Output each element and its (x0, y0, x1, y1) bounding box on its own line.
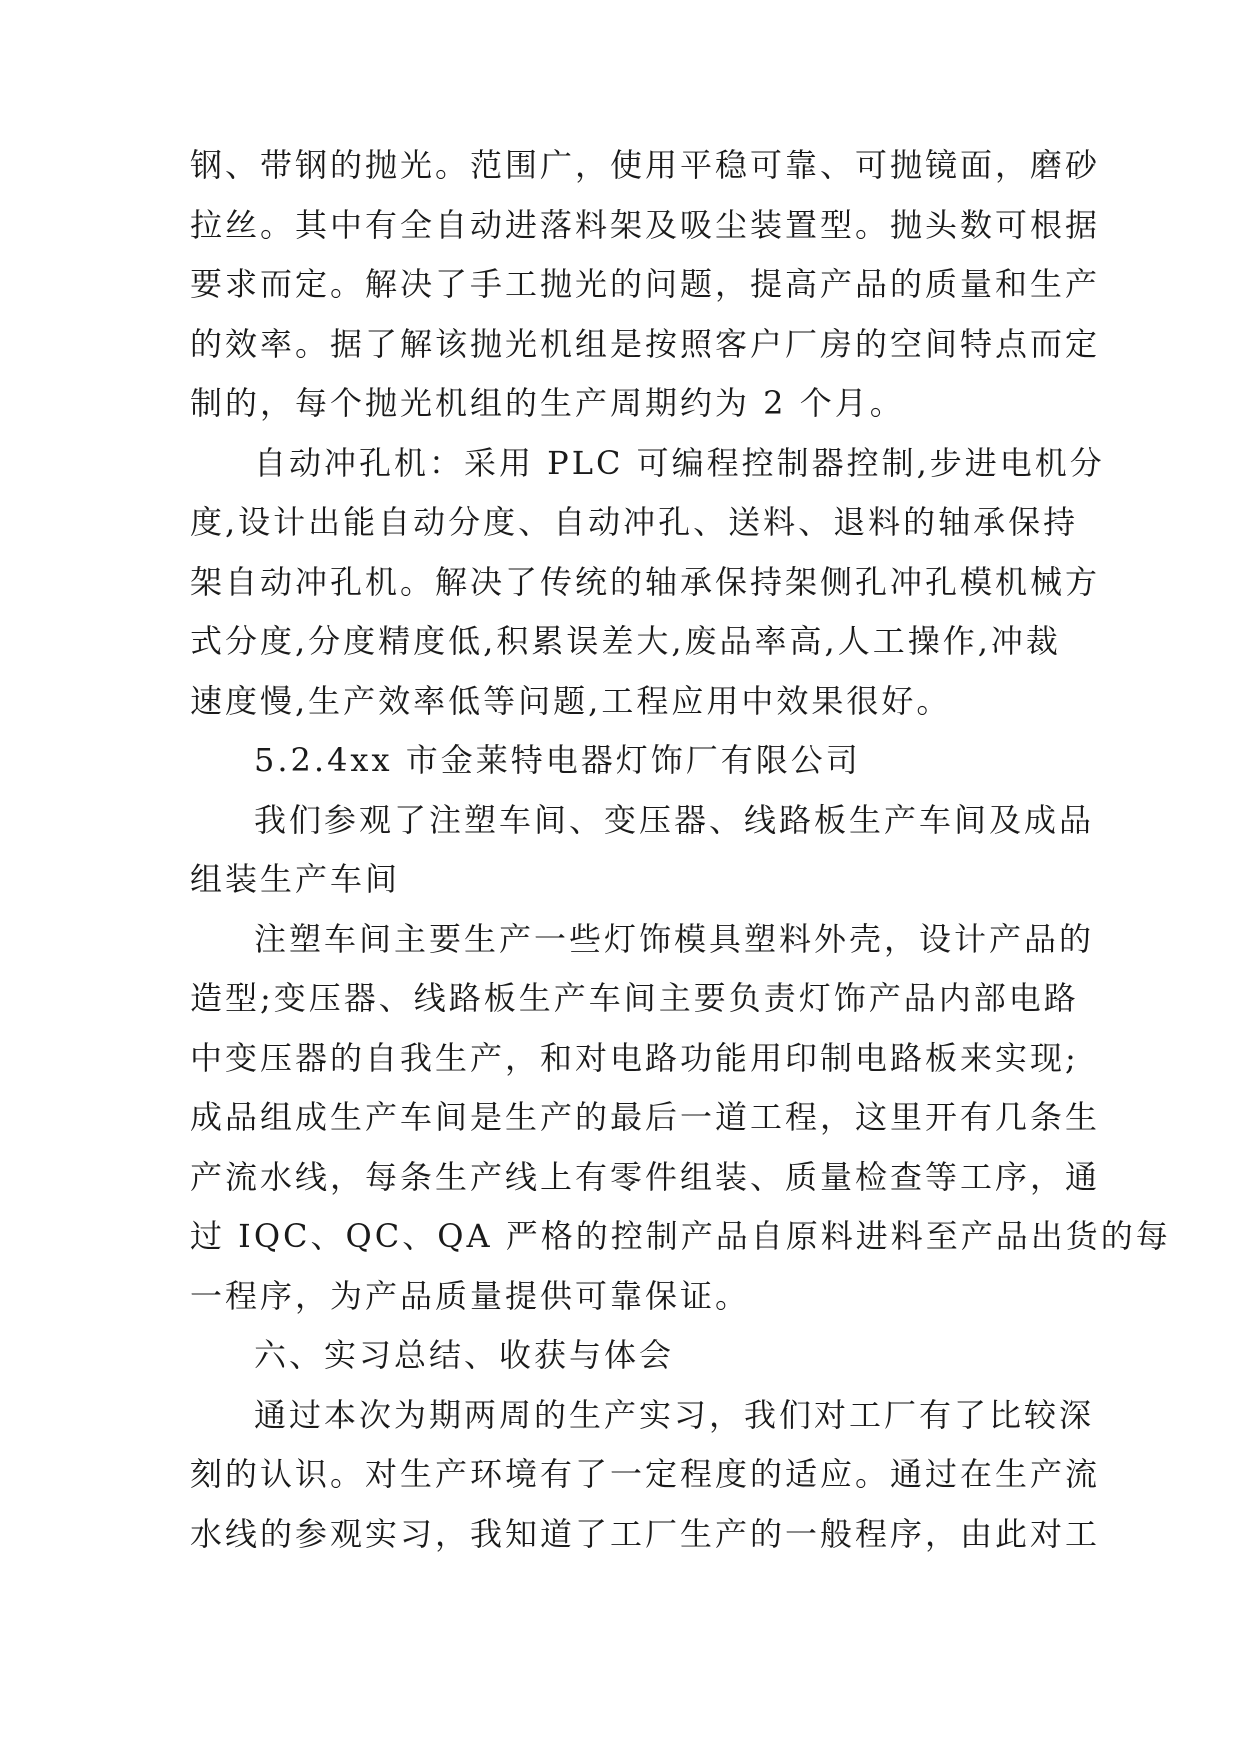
text-line: 自动冲孔机：采用 PLC 可编程控制器控制,步进电机分 (254, 443, 1105, 482)
text-line: 制的，每个抛光机组的生产周期约为 2 个月。 (190, 384, 905, 422)
text-line: 成品组成生产车间是生产的最后一道工程，这里开有几条生 (190, 1098, 1101, 1136)
text-line: 组装生产车间 (190, 860, 401, 898)
text-line: 度,设计出能自动分度、自动冲孔、送料、退料的轴承保持 (190, 503, 1079, 541)
document-body (190, 136, 1171, 1564)
text-line: 刻的认识。对生产环境有了一定程度的适应。通过在生产流 (190, 1455, 1101, 1493)
text-line: 钢、带钢的抛光。范围广，使用平稳可靠、可抛镜面，磨砂 (190, 146, 1101, 184)
text-line: 过 IQC、QC、QA 严格的控制产品自原料进料至产品出货的每 (190, 1217, 1171, 1255)
text-line: 要求而定。解决了手工抛光的问题，提高产品的质量和生产 (190, 265, 1101, 303)
text-line: 水线的参观实习，我知道了工厂生产的一般程序，由此对工 (190, 1514, 1101, 1553)
section-heading: 5.2.4xx 市金莱特电器灯饰厂有限公司 (254, 741, 861, 779)
text-line: 式分度,分度精度低,积累误差大,废品率高,人工操作,冲裁 (190, 622, 1061, 660)
section-heading: 六、实习总结、收获与体会 (254, 1336, 675, 1374)
text-line: 产流水线，每条生产线上有零件组装、质量检查等工序，通 (190, 1157, 1101, 1196)
text-line: 速度慢,生产效率低等问题,工程应用中效果很好。 (190, 681, 952, 720)
text-line: 造型;变压器、线路板生产车间主要负责灯饰产品内部电路 (190, 979, 1079, 1017)
text-line: 架自动冲孔机。解决了传统的轴承保持架侧孔冲孔模机械方 (190, 562, 1101, 601)
text-line: 注塑车间主要生产一些灯饰模具塑料外壳，设计产品的 (254, 919, 1095, 958)
text-line: 一程序，为产品质量提供可靠保证。 (190, 1276, 751, 1315)
text-line: 我们参观了注塑车间、变压器、线路板生产车间及成品 (254, 800, 1095, 839)
text-line: 通过本次为期两周的生产实习，我们对工厂有了比较深 (254, 1395, 1095, 1434)
text-line: 拉丝。其中有全自动进落料架及吸尘装置型。抛头数可根据 (190, 205, 1101, 244)
text-line: 的效率。据了解该抛光机组是按照客户厂房的空间特点而定 (190, 324, 1101, 363)
text-line: 中变压器的自我生产，和对电路功能用印制电路板来实现; (190, 1038, 1079, 1077)
